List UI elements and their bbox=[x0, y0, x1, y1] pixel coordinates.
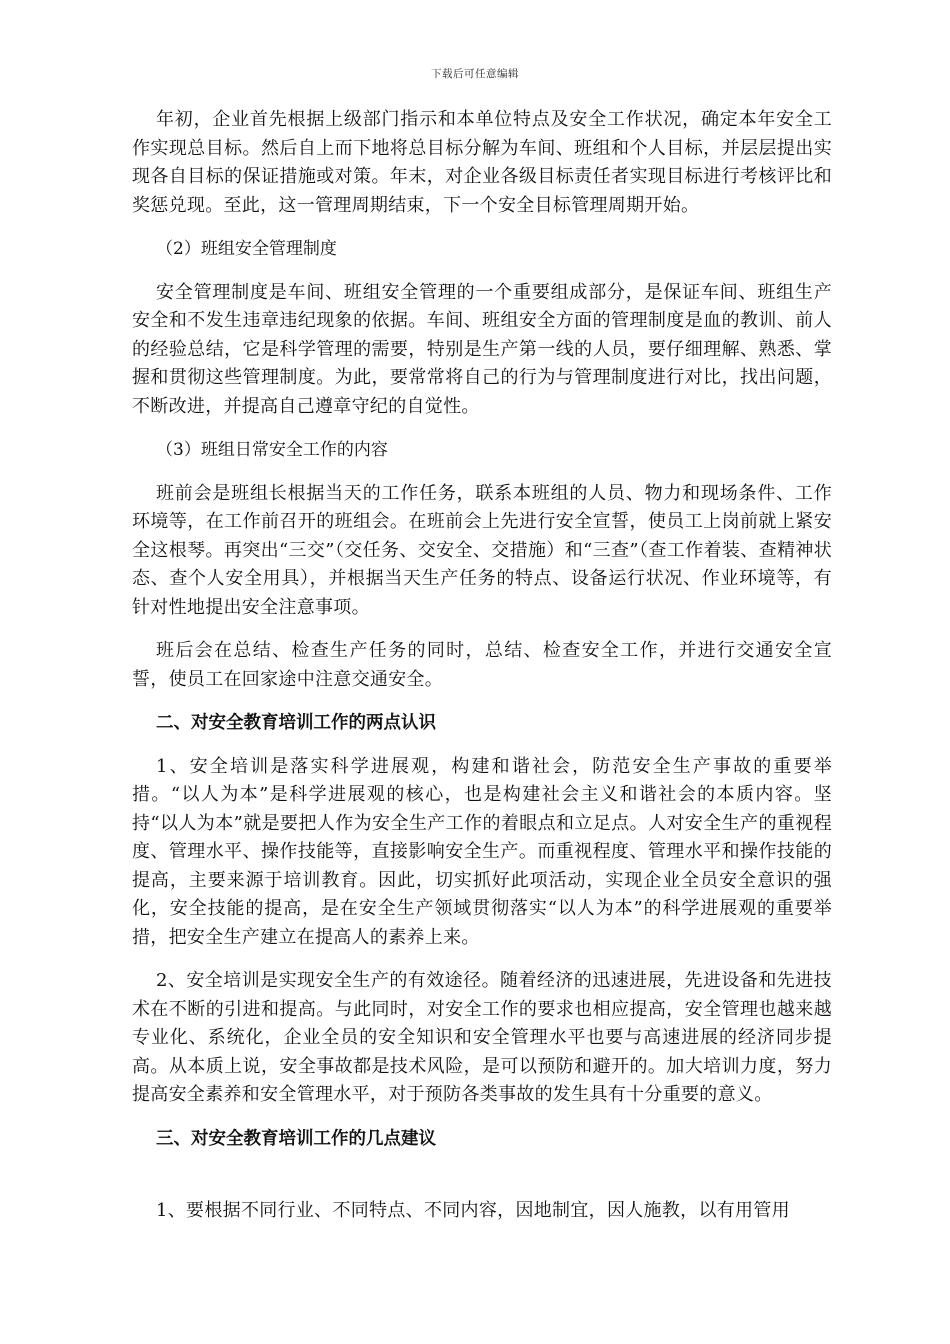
header-note: 下载后可任意编辑 bbox=[431, 68, 519, 80]
paragraph-annual-goal: 年初，企业首先根据上级部门指示和本单位特点及安全工作状况，确定本年安全工作实现总目标。然后自上而下地将总目标分解为车间、班组和个人目标，并层层提出实现各自目标的保证措施或对策。年末，对企业各级目标责任者实现目标进行考核评比和奖惩兑现。至此，这一管理周期结束，下一个安全目标管理周期开始。 bbox=[132, 109, 832, 216]
document-body bbox=[132, 106, 832, 1226]
section-heading-three: 三、对安全教育培训工作的几点建议 bbox=[156, 1128, 436, 1149]
paragraph-safety-rules: 安全管理制度是车间、班组安全管理的一个重要组成部分，是保证车间、班组生产安全和不发生违章违纪现象的依据。车间、班组安全方面的管理制度是血的教训、前人的经验总结，它是科学管理的需要，特别是生产第一线的人员，要仔细理解、熟悉、掌握和贯彻这些管理制度。为此，要常常将自己的行为与管理制度进行对比，找出问题，不断改进，并提高自己遵章守纪的自觉性。 bbox=[132, 281, 832, 417]
paragraph-suggestion-1: 1、要根据不同行业、不同特点、不同内容，因地制宜，因人施教，以有用管用 bbox=[156, 1200, 790, 1221]
section-heading-two: 二、对安全教育培训工作的两点认识 bbox=[156, 713, 436, 733]
paragraph-post-shift-meeting: 班后会在总结、检查生产任务的同时，总结、检查安全工作，并进行交通安全宣誓，使员工在回家途中注意交通安全。 bbox=[132, 640, 832, 690]
paragraph-training-point-2: 2、安全培训是实现安全生产的有效途径。随着经济的迅速进展，先进设备和先进技术在不断的引进和提高。与此同时，对安全工作的要求也相应提高，安全管理也越来越专业化、系统化，企业全员的安全知识和安全管理水平也要与高速进展的经济同步提高。从本质上说，安全事故都是技术风险，是可以预防和避开的。加大培训力度，努力提高安全素养和安全管理水平，对于预防各类事故的发生具有十分重要的意义。 bbox=[132, 970, 832, 1105]
subheading-team-safety-rules: （2）班组安全管理制度 bbox=[156, 239, 337, 259]
paragraph-training-point-1: 1、安全培训是落实科学进展观，构建和谐社会，防范安全生产事故的重要举措。“以人为本”是科学进展观的核心，也是构建社会主义和谐社会的本质内容。坚持“以人为本”就是要把人作为安全生产工作的着眼点和立足点。人对安全生产的重视程度、管理水平、操作技能等，直接影响安全生产。而重视程度、管理水平和操作技能的提高，主要来源于培训教育。因此，切实抓好此项活动，实现企业全员安全意识的强化，安全技能的提高，是在安全生产领域贯彻落实“以人为本”的科学进展观的重要举措，把安全生产建立在提高人的素养上来。 bbox=[132, 755, 832, 948]
subheading-daily-safety-work: （3）班组日常安全工作的内容 bbox=[156, 440, 388, 460]
paragraph-pre-shift-meeting: 班前会是班组长根据当天的工作任务，联系本班组的人员、物力和现场条件、工作环境等，在工作前召开的班组会。在班前会上先进行安全宣誓，使员工上岗前就上紧安全这根琴。再突出“三交”（交任务、交安全、交措施）和“三查”（查工作着装、查精神状态、查个人安全用具），并根据当天生产任务的特点、设备运行状况、作业环境等，有针对性地提出安全注意事项。 bbox=[132, 482, 832, 618]
